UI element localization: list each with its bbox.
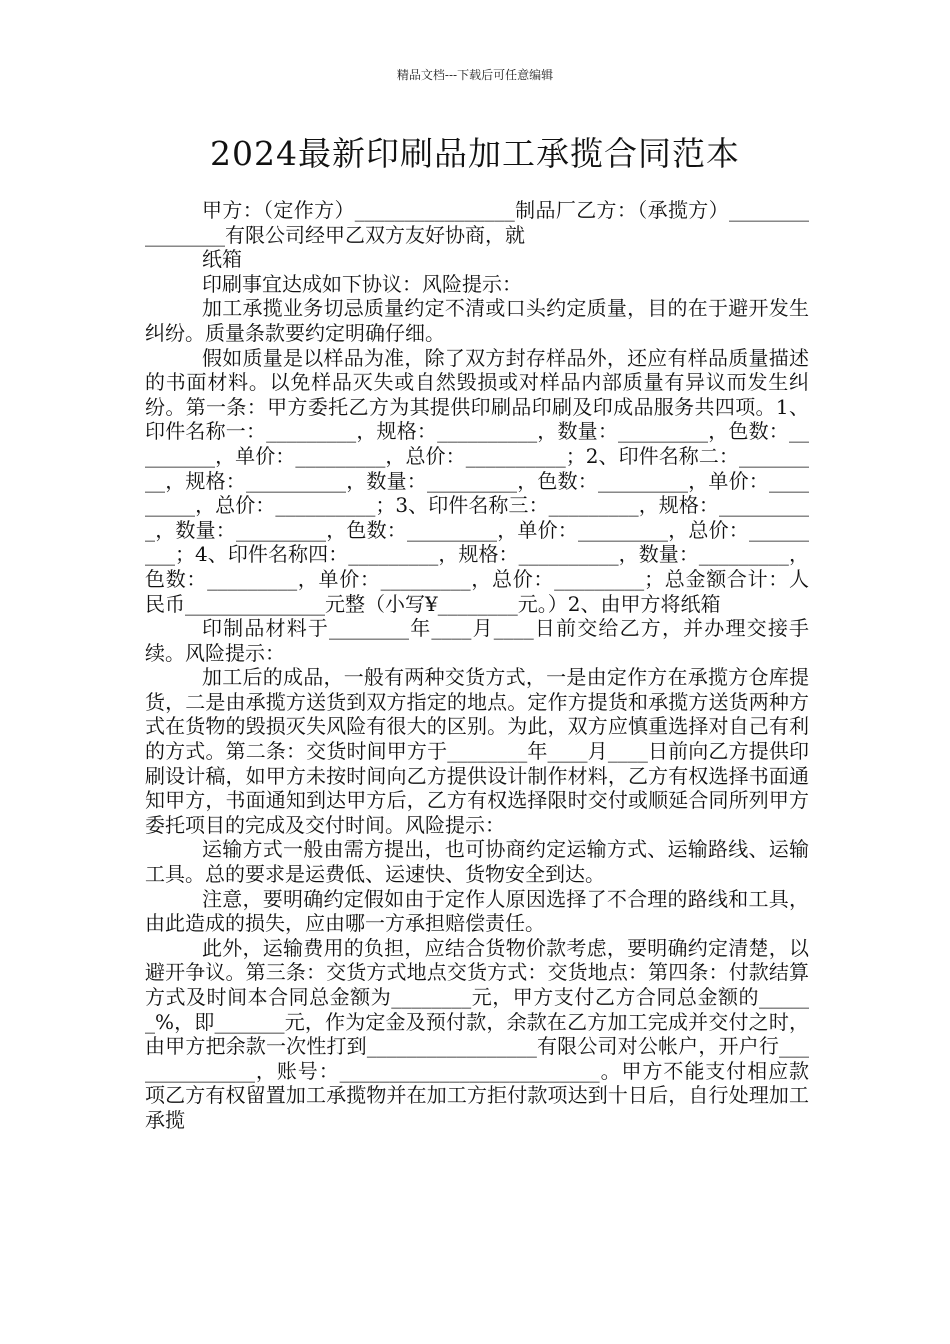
paragraph: 印制品材料于________年____月____日前交给乙方，并办理交接手续。风险提示： <box>145 616 809 665</box>
paragraph: 此外，运输费用的负担，应结合货物价款考虑，要明确约定清楚，以避开争议。第三条：交货方式地点交货方式：交货地点：第四条：付款结算方式及时间本合同总金额为________元，甲方支付乙方合同总金额的______%，即_______元，作为定金及预付款，余款在乙方加工完成并交付之时，由甲方把余款一次性打到_________________有限公司对公帐户，开户行______________，账号：__________________________。甲方不能支付相应款项乙方有权留置加工承揽物并在加工方拒付款项达到十日后，自行处理加工承揽 <box>145 935 809 1132</box>
paragraph: 印刷事宜达成如下协议：风险提示： <box>202 271 522 296</box>
paragraph: 加工后的成品，一般有两种交货方式，一是由定作方在承揽方仓库提货，二是由承揽方送货到双方指定的地点。定作方提货和承揽方送货两种方式在货物的毁损灭失风险有很大的区别。为此，双方应慎重选择对自己有利的方式。第二条：交货时间甲方于________年____月____日前向乙方提供印刷设计稿，如甲方未按时间向乙方提供设计制作材料，乙方有权选择书面通知甲方，书面通知到达甲方后，乙方有权选择限时交付或顺延合同所列甲方委托项目的完成及交付时间。风险提示： <box>145 665 809 837</box>
document-title: 2024最新印刷品加工承揽合同范本 <box>210 134 740 173</box>
document-body <box>145 198 809 1133</box>
paragraph: 假如质量是以样品为准，除了双方封存样品外，还应有样品质量描述的书面材料。以免样品灭失或自然毁损或对样品内部质量有异议而发生纠纷。第一条：甲方委托乙方为其提供印刷品印刷及印成品服务共四项。1、印件名称一：_________，规格：__________，数量：_________，色数：_________，单价：_________，总价：__________；2、印件名称二：_________，规格：__________，数量：_________，色数：_________，单价：_________，总价：__________；3、印件名称三：_________，规格：__________，数量：_________，色数：_________，单价：_________，总价：_________；4、印件名称四：_________，规格：__________，数量：_________，色数：_________，单价：_________，总价：_________；总金额合计：人民币______________元整（小写¥________元。）2、由甲方将纸箱 <box>145 345 809 616</box>
paragraph: 注意，要明确约定假如由于定作人原因选择了不合理的路线和工具，由此造成的损失，应由哪一方承担赔偿责任。 <box>145 886 809 936</box>
paragraph: 纸箱 <box>202 247 242 272</box>
paragraph: 运输方式一般由需方提出，也可协商约定运输方式、运输路线、运输工具。总的要求是运费低、运速快、货物安全到达。 <box>145 837 809 887</box>
paragraph: 加工承揽业务切忌质量约定不清或口头约定质量，目的在于避开发生纠纷。质量条款要约定明确仔细。 <box>145 296 809 345</box>
paragraph: 甲方：（定作方）________________制品厂乙方：（承揽方）________________有限公司经甲乙双方友好协商，就 <box>145 198 809 247</box>
header-note: 精品文档---下载后可任意编辑 <box>396 68 554 82</box>
